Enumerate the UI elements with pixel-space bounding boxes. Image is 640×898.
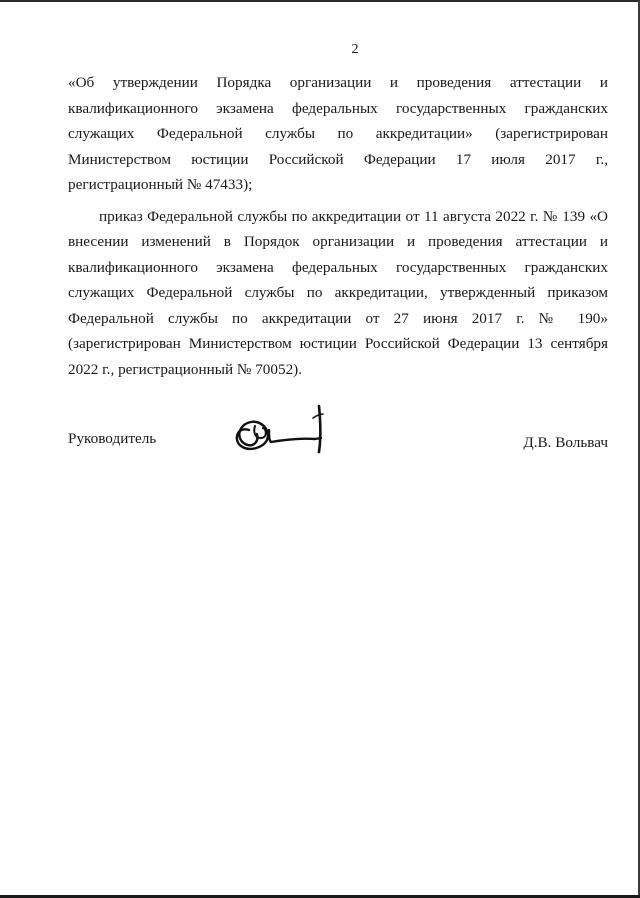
- scan-edge-top: [0, 0, 640, 2]
- paragraph-order-139: приказ Федеральной службы по аккредитации от 11 августа 2022 г. № 139 «О внесении изменений в Порядок организации и проведения аттестации и квалификационного экзамена федеральных государственных гражданских служащих Федеральной службы по аккредитации, утвержденный приказом Федеральной службы по аккредитации от 27 июня 2017 г. № 190» (зарегистрирован Министерством юстиции Российской Федерации 13 сентября 2022 г., регистрационный № 70052).: [68, 207, 608, 378]
- document-body: [68, 70, 608, 382]
- page-number: 2: [351, 42, 359, 57]
- handwritten-signature: [223, 396, 343, 460]
- signature-block: [68, 424, 608, 472]
- signer-position: Руководитель: [68, 430, 157, 447]
- paragraph-order-continuation: «Об утверждении Порядка организации и проведения аттестации и квалификационного экзамена федеральных государственных гражданских служащих Федеральной службы по аккредитации» (зарегистрирован Министерством юстиции Российской Федерации 17 июля 2017 г., регистрационный № 47433);: [68, 74, 608, 193]
- signer-name: Д.В. Вольвач: [523, 434, 608, 451]
